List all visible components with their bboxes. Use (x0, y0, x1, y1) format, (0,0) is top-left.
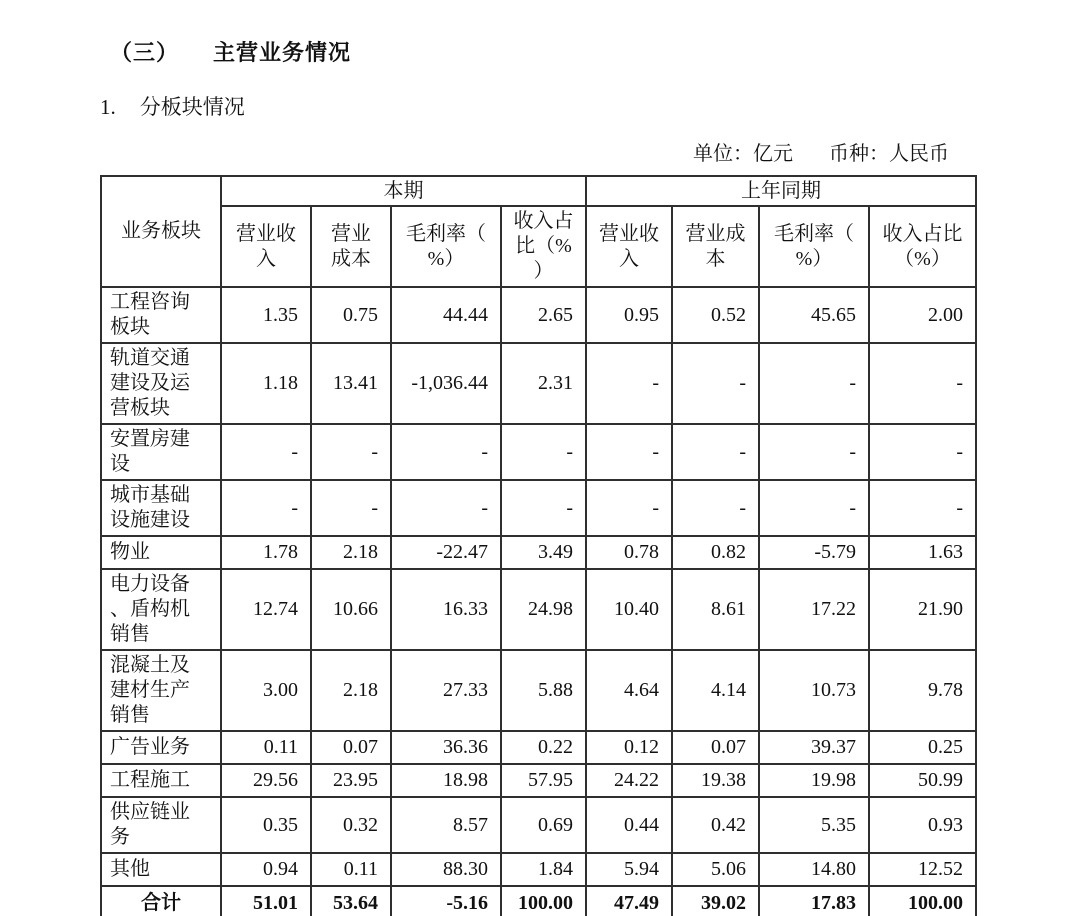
value-cell: 0.32 (311, 797, 391, 853)
table-header-group-row (101, 176, 976, 206)
value-cell: 10.66 (311, 569, 391, 650)
segment-label: 其他 (101, 853, 221, 886)
value-cell: 14.80 (759, 853, 869, 886)
value-cell: 2.00 (869, 287, 976, 343)
value-cell: 0.35 (221, 797, 311, 853)
value-cell: 3.49 (501, 536, 586, 569)
value-cell: 17.83 (759, 886, 869, 916)
value-cell: 4.64 (586, 650, 672, 731)
value-cell: 1.84 (501, 853, 586, 886)
value-cell: - (672, 424, 759, 480)
value-cell: 0.11 (311, 853, 391, 886)
value-cell: 51.01 (221, 886, 311, 916)
value-cell: 0.95 (586, 287, 672, 343)
value-cell: 24.98 (501, 569, 586, 650)
value-cell: 0.44 (586, 797, 672, 853)
subsection-number: 1. (100, 95, 116, 119)
segment-label: 电力设备、盾构机销售 (101, 569, 221, 650)
segment-label: 工程施工 (101, 764, 221, 797)
value-cell: 19.38 (672, 764, 759, 797)
column-header: 毛利率（%） (391, 206, 501, 287)
value-cell: - (221, 480, 311, 536)
column-header: 收入占比（%） (501, 206, 586, 287)
value-cell: 18.98 (391, 764, 501, 797)
value-cell: 0.22 (501, 731, 586, 764)
value-cell: 9.78 (869, 650, 976, 731)
value-cell: 0.42 (672, 797, 759, 853)
value-cell: - (391, 424, 501, 480)
table-row (101, 731, 976, 764)
value-cell: 0.94 (221, 853, 311, 886)
value-cell: 5.35 (759, 797, 869, 853)
table-row (101, 287, 976, 343)
table-row (101, 536, 976, 569)
value-cell: 0.12 (586, 731, 672, 764)
value-cell: - (672, 343, 759, 424)
value-cell: 12.52 (869, 853, 976, 886)
table-row (101, 650, 976, 731)
column-header: 毛利率（%） (759, 206, 869, 287)
value-cell: 24.22 (586, 764, 672, 797)
value-cell: - (311, 480, 391, 536)
value-cell: 39.02 (672, 886, 759, 916)
value-cell: 16.33 (391, 569, 501, 650)
value-cell: - (759, 424, 869, 480)
segment-results-table (100, 175, 977, 916)
value-cell: 10.40 (586, 569, 672, 650)
value-cell: 0.52 (672, 287, 759, 343)
value-cell: 8.57 (391, 797, 501, 853)
value-cell: 100.00 (869, 886, 976, 916)
value-cell: - (586, 480, 672, 536)
value-cell: - (869, 343, 976, 424)
value-cell: 10.73 (759, 650, 869, 731)
value-cell: 53.64 (311, 886, 391, 916)
table-row (101, 343, 976, 424)
segment-label: 供应链业务 (101, 797, 221, 853)
value-cell: -1,036.44 (391, 343, 501, 424)
column-header: 营业收入 (221, 206, 311, 287)
value-cell: 1.78 (221, 536, 311, 569)
value-cell: 88.30 (391, 853, 501, 886)
value-cell: 0.93 (869, 797, 976, 853)
section-number: （三） (110, 40, 180, 65)
value-cell: 0.07 (672, 731, 759, 764)
section-title (110, 36, 1080, 67)
value-cell: 8.61 (672, 569, 759, 650)
group-header-prior-period: 上年同期 (586, 176, 976, 206)
unit-label: 单位：亿元 (693, 143, 793, 165)
value-cell: - (869, 480, 976, 536)
segment-label: 轨道交通建设及运营板块 (101, 343, 221, 424)
value-cell: 1.63 (869, 536, 976, 569)
value-cell: 5.88 (501, 650, 586, 731)
value-cell: 13.41 (311, 343, 391, 424)
table-header-sub-row (101, 206, 976, 287)
segment-label: 混凝土及建材生产销售 (101, 650, 221, 731)
value-cell: 17.22 (759, 569, 869, 650)
value-cell: 29.56 (221, 764, 311, 797)
value-cell: 0.69 (501, 797, 586, 853)
group-header-current-period: 本期 (221, 176, 586, 206)
value-cell: - (869, 424, 976, 480)
value-cell: - (586, 343, 672, 424)
column-header-segment: 业务板块 (101, 176, 221, 287)
column-header: 收入占比（%） (869, 206, 976, 287)
value-cell: 45.65 (759, 287, 869, 343)
section-title-text: 主营业务情况 (213, 40, 352, 65)
segment-label: 安置房建设 (101, 424, 221, 480)
value-cell: - (391, 480, 501, 536)
value-cell: - (311, 424, 391, 480)
value-cell: 12.74 (221, 569, 311, 650)
value-cell: 57.95 (501, 764, 586, 797)
column-header: 营业成本 (311, 206, 391, 287)
value-cell: 39.37 (759, 731, 869, 764)
value-cell: 50.99 (869, 764, 976, 797)
segment-label: 城市基础设施建设 (101, 480, 221, 536)
segment-label: 广告业务 (101, 731, 221, 764)
value-cell: 0.78 (586, 536, 672, 569)
table-row (101, 424, 976, 480)
value-cell: - (586, 424, 672, 480)
value-cell: 5.06 (672, 853, 759, 886)
currency-label: 币种：人民币 (829, 143, 949, 165)
value-cell: 0.75 (311, 287, 391, 343)
table-row (101, 764, 976, 797)
segment-label: 物业 (101, 536, 221, 569)
value-cell: 3.00 (221, 650, 311, 731)
table-row (101, 569, 976, 650)
table-row (101, 797, 976, 853)
value-cell: 4.14 (672, 650, 759, 731)
value-cell: 100.00 (501, 886, 586, 916)
value-cell: - (501, 480, 586, 536)
value-cell: 1.18 (221, 343, 311, 424)
table-row (101, 853, 976, 886)
value-cell: 2.18 (311, 536, 391, 569)
total-row (101, 886, 976, 916)
value-cell: 27.33 (391, 650, 501, 731)
value-cell: 0.82 (672, 536, 759, 569)
value-cell: 0.07 (311, 731, 391, 764)
value-cell: - (501, 424, 586, 480)
value-cell: 1.35 (221, 287, 311, 343)
value-cell: 0.11 (221, 731, 311, 764)
total-label: 合计 (101, 886, 221, 916)
column-header: 营业成本 (672, 206, 759, 287)
table-row (101, 480, 976, 536)
value-cell: 44.44 (391, 287, 501, 343)
value-cell: - (759, 480, 869, 536)
value-cell: 36.36 (391, 731, 501, 764)
value-cell: 5.94 (586, 853, 672, 886)
value-cell: -5.16 (391, 886, 501, 916)
unit-currency-line (100, 137, 975, 166)
value-cell: - (672, 480, 759, 536)
subsection-title (100, 91, 1080, 121)
value-cell: 2.18 (311, 650, 391, 731)
subsection-title-text: 分板块情况 (139, 95, 245, 119)
value-cell: 47.49 (586, 886, 672, 916)
value-cell: 2.65 (501, 287, 586, 343)
value-cell: -22.47 (391, 536, 501, 569)
column-header: 营业收入 (586, 206, 672, 287)
value-cell: -5.79 (759, 536, 869, 569)
value-cell: 2.31 (501, 343, 586, 424)
value-cell: - (221, 424, 311, 480)
value-cell: 23.95 (311, 764, 391, 797)
value-cell: 21.90 (869, 569, 976, 650)
value-cell: 0.25 (869, 731, 976, 764)
value-cell: - (759, 343, 869, 424)
segment-label: 工程咨询板块 (101, 287, 221, 343)
value-cell: 19.98 (759, 764, 869, 797)
